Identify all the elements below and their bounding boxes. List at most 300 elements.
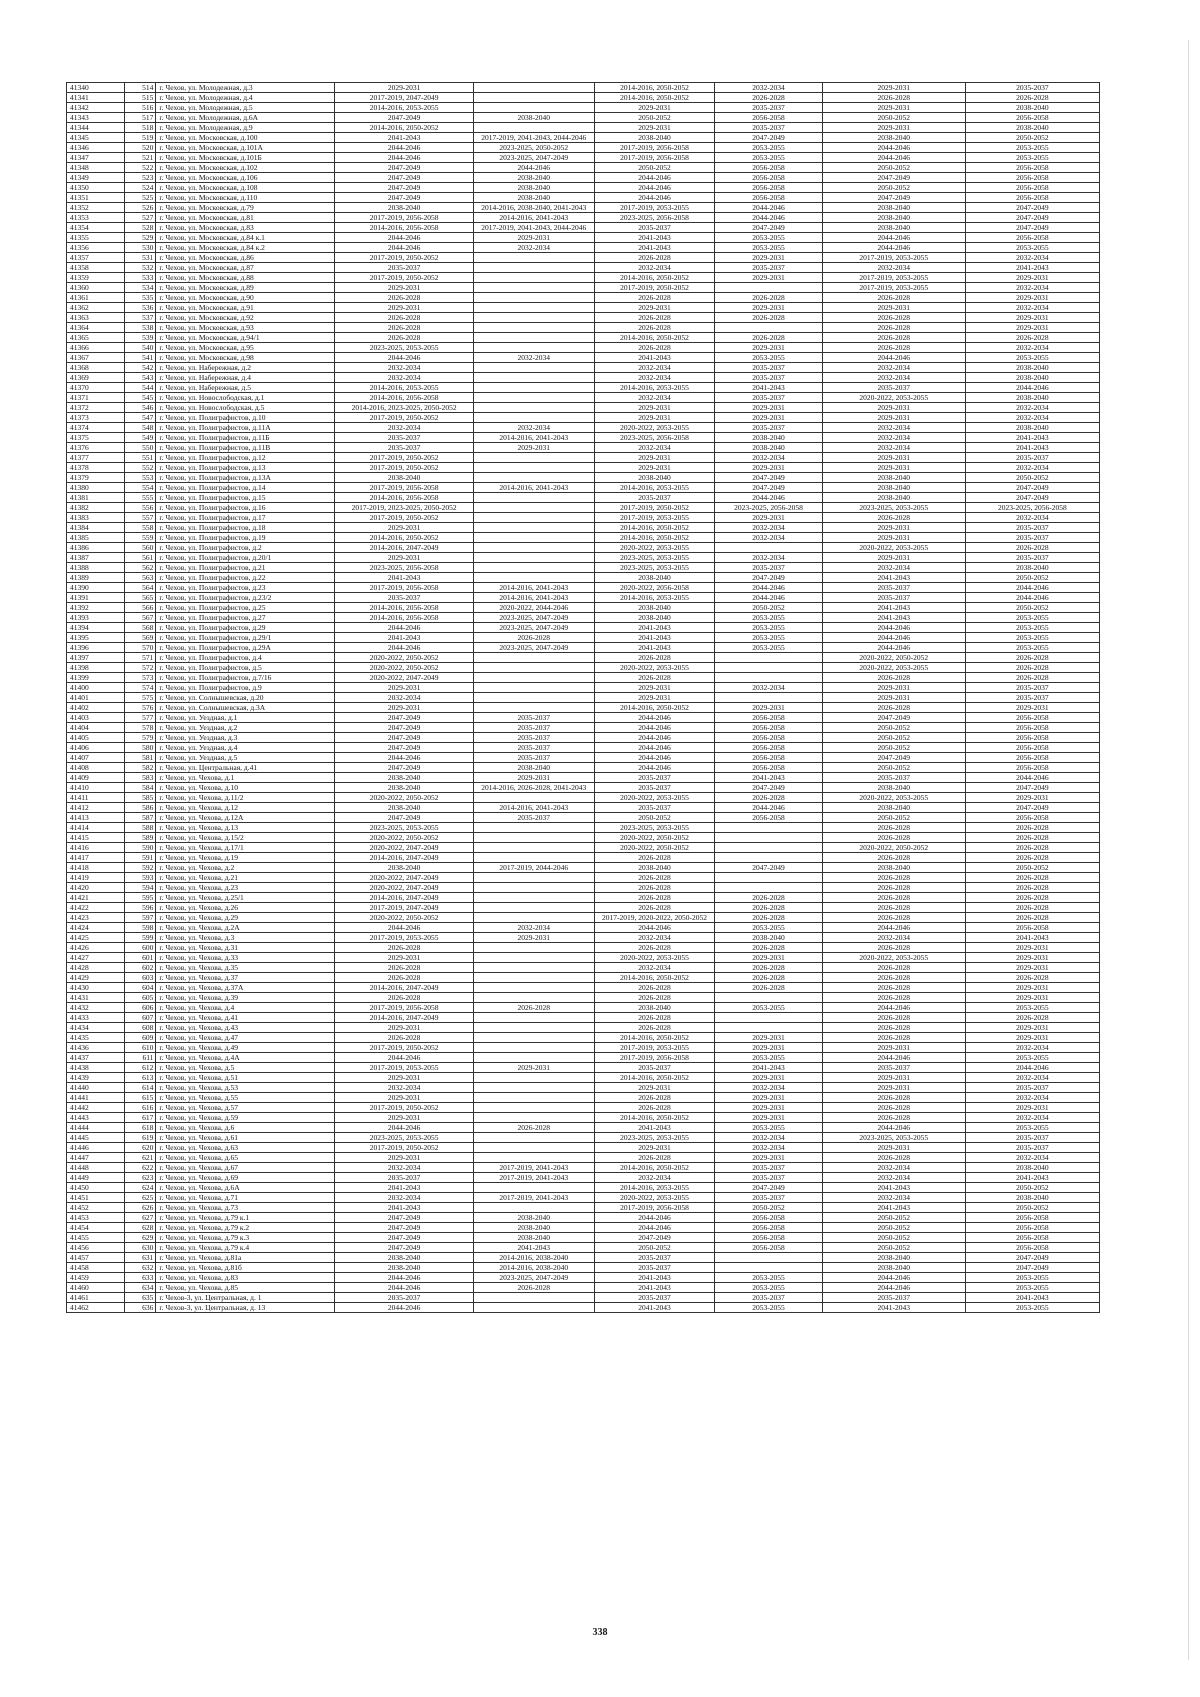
- row-id-cell: 41344: [67, 123, 125, 133]
- address-cell: г. Чехов, ул. Московская, д.89: [156, 283, 335, 293]
- period-cell-3: 2023-2025, 2053-2055: [594, 1133, 715, 1143]
- period-cell-1: 2017-2019, 2050-2052: [335, 453, 474, 463]
- item-number-cell: 598: [125, 923, 156, 933]
- period-cell-4: 2056-2058: [715, 813, 822, 823]
- period-cell-6: 2056-2058: [965, 233, 1099, 243]
- row-id-cell: 41459: [67, 1273, 125, 1283]
- address-cell: г. Чехов, ул. Уездная, д.4: [156, 743, 335, 753]
- period-cell-1: 2020-2022, 2050-2052: [335, 793, 474, 803]
- period-cell-2: [473, 943, 594, 953]
- scan-edge-line: [1188, 40, 1189, 1660]
- period-cell-2: 2032-2034: [473, 353, 594, 363]
- item-number-cell: 617: [125, 1113, 156, 1123]
- period-cell-4: 2053-2055: [715, 1283, 822, 1293]
- table-row: [67, 263, 1100, 273]
- period-cell-3: 2029-2031: [594, 303, 715, 313]
- period-cell-1: 2044-2046: [335, 233, 474, 243]
- period-cell-4: [715, 883, 822, 893]
- address-cell: г. Чехов, ул. Чехова, д.57: [156, 1103, 335, 1113]
- address-cell: г. Чехов, ул. Новослободская, д.1: [156, 393, 335, 403]
- period-cell-1: 2032-2034: [335, 1083, 474, 1093]
- period-cell-4: 2056-2058: [715, 173, 822, 183]
- period-cell-5: 2050-2052: [822, 723, 965, 733]
- table-row: [67, 683, 1100, 693]
- period-cell-5: 2026-2028: [822, 1013, 965, 1023]
- item-number-cell: 533: [125, 273, 156, 283]
- period-cell-2: [473, 903, 594, 913]
- period-cell-6: 2041-2043: [965, 933, 1099, 943]
- period-cell-3: 2026-2028: [594, 873, 715, 883]
- period-cell-5: 2026-2028: [822, 1153, 965, 1163]
- period-cell-5: 2032-2034: [822, 1173, 965, 1183]
- period-cell-5: 2026-2028: [822, 973, 965, 983]
- period-cell-6: 2029-2031: [965, 1103, 1099, 1113]
- period-cell-6: 2056-2058: [965, 713, 1099, 723]
- period-cell-3: 2041-2043: [594, 633, 715, 643]
- period-cell-3: 2032-2034: [594, 363, 715, 373]
- table-row: [67, 373, 1100, 383]
- table-row: [67, 543, 1100, 553]
- item-number-cell: 524: [125, 183, 156, 193]
- period-cell-1: 2035-2037: [335, 1173, 474, 1183]
- table-row: [67, 1243, 1100, 1253]
- address-cell: г. Чехов, ул. Полиграфистов, д.21: [156, 563, 335, 573]
- period-cell-4: 2035-2037: [715, 103, 822, 113]
- period-cell-1: 2044-2046: [335, 1303, 474, 1313]
- period-cell-1: 2017-2019, 2053-2055: [335, 933, 474, 943]
- period-cell-5: 2029-2031: [822, 413, 965, 423]
- table-row: [67, 843, 1100, 853]
- period-cell-4: 2029-2031: [715, 343, 822, 353]
- item-number-cell: 517: [125, 113, 156, 123]
- table-row: [67, 933, 1100, 943]
- row-id-cell: 41404: [67, 723, 125, 733]
- item-number-cell: 516: [125, 103, 156, 113]
- period-cell-4: 2029-2031: [715, 1093, 822, 1103]
- period-cell-3: 2041-2043: [594, 243, 715, 253]
- row-id-cell: 41395: [67, 633, 125, 643]
- period-cell-3: 2020-2022, 2053-2055: [594, 543, 715, 553]
- period-cell-4: 2053-2055: [715, 143, 822, 153]
- table-row: [67, 663, 1100, 673]
- row-id-cell: 41430: [67, 983, 125, 993]
- period-cell-4: 2026-2028: [715, 973, 822, 983]
- period-cell-5: 2029-2031: [822, 403, 965, 413]
- table-row: [67, 923, 1100, 933]
- period-cell-1: 2038-2040: [335, 473, 474, 483]
- table-row: [67, 213, 1100, 223]
- period-cell-2: [473, 1053, 594, 1063]
- period-cell-2: 2014-2016, 2041-2043: [473, 483, 594, 493]
- period-cell-4: 2050-2052: [715, 603, 822, 613]
- row-id-cell: 41382: [67, 503, 125, 513]
- table-row: [67, 443, 1100, 453]
- period-cell-3: 2017-2019, 2056-2058: [594, 1053, 715, 1063]
- item-number-cell: 555: [125, 493, 156, 503]
- period-cell-3: 2026-2028: [594, 903, 715, 913]
- table-body: [67, 83, 1100, 1313]
- item-number-cell: 529: [125, 233, 156, 243]
- row-id-cell: 41438: [67, 1063, 125, 1073]
- period-cell-6: 2044-2046: [965, 583, 1099, 593]
- period-cell-1: 2044-2046: [335, 1053, 474, 1063]
- period-cell-2: 2029-2031: [473, 233, 594, 243]
- period-cell-5: 2050-2052: [822, 763, 965, 773]
- period-cell-3: 2032-2034: [594, 393, 715, 403]
- period-cell-6: 2047-2049: [965, 483, 1099, 493]
- period-cell-1: 2044-2046: [335, 243, 474, 253]
- period-cell-1: 2017-2019, 2050-2052: [335, 513, 474, 523]
- period-cell-3: 2020-2022, 2053-2055: [594, 1193, 715, 1203]
- period-cell-5: 2044-2046: [822, 643, 965, 653]
- period-cell-1: 2029-2031: [335, 703, 474, 713]
- row-id-cell: 41357: [67, 253, 125, 263]
- period-cell-5: 2038-2040: [822, 133, 965, 143]
- item-number-cell: 630: [125, 1243, 156, 1253]
- period-cell-2: [473, 873, 594, 883]
- period-cell-1: 2014-2016, 2056-2058: [335, 493, 474, 503]
- period-cell-1: 2017-2019, 2056-2058: [335, 213, 474, 223]
- period-cell-2: 2014-2016, 2041-2043: [473, 433, 594, 443]
- period-cell-2: 2014-2016, 2038-2040: [473, 1263, 594, 1273]
- period-cell-6: 2038-2040: [965, 373, 1099, 383]
- period-cell-5: 2038-2040: [822, 203, 965, 213]
- period-cell-3: 2026-2028: [594, 853, 715, 863]
- table-row: [67, 93, 1100, 103]
- period-cell-3: 2017-2019, 2056-2058: [594, 1203, 715, 1213]
- item-number-cell: 583: [125, 773, 156, 783]
- period-cell-1: 2047-2049: [335, 713, 474, 723]
- period-cell-6: 2035-2037: [965, 1133, 1099, 1143]
- item-number-cell: 591: [125, 853, 156, 863]
- address-cell: г. Чехов, ул. Полиграфистов, д.23: [156, 583, 335, 593]
- table-row: [67, 623, 1100, 633]
- period-cell-6: 2038-2040: [965, 393, 1099, 403]
- row-id-cell: 41444: [67, 1123, 125, 1133]
- item-number-cell: 575: [125, 693, 156, 703]
- row-id-cell: 41418: [67, 863, 125, 873]
- address-cell: г. Чехов, ул. Московская, д.93: [156, 323, 335, 333]
- period-cell-2: [473, 343, 594, 353]
- period-cell-1: 2017-2019, 2050-2052: [335, 463, 474, 473]
- period-cell-2: 2014-2016, 2041-2043: [473, 213, 594, 223]
- period-cell-3: 2032-2034: [594, 443, 715, 453]
- period-cell-2: 2038-2040: [473, 183, 594, 193]
- period-cell-6: 2026-2028: [965, 653, 1099, 663]
- table-row: [67, 753, 1100, 763]
- item-number-cell: 570: [125, 643, 156, 653]
- period-cell-1: 2026-2028: [335, 313, 474, 323]
- item-number-cell: 561: [125, 553, 156, 563]
- period-cell-6: 2050-2052: [965, 1183, 1099, 1193]
- period-cell-1: 2038-2040: [335, 783, 474, 793]
- period-cell-5: 2026-2028: [822, 513, 965, 523]
- item-number-cell: 566: [125, 603, 156, 613]
- row-id-cell: 41398: [67, 663, 125, 673]
- period-cell-6: 2026-2028: [965, 673, 1099, 683]
- item-number-cell: 585: [125, 793, 156, 803]
- address-cell: г. Чехов, ул. Уездная, д.2: [156, 723, 335, 733]
- item-number-cell: 635: [125, 1293, 156, 1303]
- period-cell-2: 2017-2019, 2041-2043: [473, 1163, 594, 1173]
- period-cell-2: [473, 663, 594, 673]
- table-row: [67, 553, 1100, 563]
- address-cell: г. Чехов, ул. Чехова, д.25/1: [156, 893, 335, 903]
- row-id-cell: 41405: [67, 733, 125, 743]
- period-cell-2: 2035-2037: [473, 713, 594, 723]
- period-cell-4: 2029-2031: [715, 1103, 822, 1113]
- address-cell: г. Чехов, ул. Полиграфистов, д.19: [156, 533, 335, 543]
- period-cell-2: [473, 1033, 594, 1043]
- period-cell-2: [473, 883, 594, 893]
- row-id-cell: 41401: [67, 693, 125, 703]
- period-cell-1: 2029-2031: [335, 953, 474, 963]
- period-cell-5: 2029-2031: [822, 553, 965, 563]
- table-row: [67, 143, 1100, 153]
- table-row: [67, 333, 1100, 343]
- period-cell-4: [715, 693, 822, 703]
- period-cell-5: 2050-2052: [822, 183, 965, 193]
- address-cell: г. Чехов, ул. Полиграфистов, д.29: [156, 623, 335, 633]
- period-cell-1: 2047-2049: [335, 813, 474, 823]
- period-cell-6: 2044-2046: [965, 1063, 1099, 1073]
- period-cell-5: 2044-2046: [822, 1003, 965, 1013]
- period-cell-1: 2014-2016, 2056-2058: [335, 223, 474, 233]
- row-id-cell: 41362: [67, 303, 125, 313]
- period-cell-4: 2032-2034: [715, 533, 822, 543]
- period-cell-4: 2044-2046: [715, 583, 822, 593]
- period-cell-6: 2032-2034: [965, 1073, 1099, 1083]
- table-row: [67, 453, 1100, 463]
- address-cell: г. Чехов, ул. Чехова, д.79 к.3: [156, 1233, 335, 1243]
- period-cell-6: 2026-2028: [965, 883, 1099, 893]
- period-cell-1: 2038-2040: [335, 203, 474, 213]
- period-cell-4: 2044-2046: [715, 803, 822, 813]
- table-row: [67, 1263, 1100, 1273]
- period-cell-3: 2044-2046: [594, 193, 715, 203]
- item-number-cell: 578: [125, 723, 156, 733]
- row-id-cell: 41415: [67, 833, 125, 843]
- row-id-cell: 41363: [67, 313, 125, 323]
- table-row: [67, 283, 1100, 293]
- table-row: [67, 133, 1100, 143]
- address-cell: г. Чехов, ул. Чехова, д.11/2: [156, 793, 335, 803]
- item-number-cell: 550: [125, 443, 156, 453]
- period-cell-1: 2020-2022, 2050-2052: [335, 663, 474, 673]
- period-cell-6: 2029-2031: [965, 953, 1099, 963]
- period-cell-6: 2047-2049: [965, 783, 1099, 793]
- item-number-cell: 633: [125, 1273, 156, 1283]
- row-id-cell: 41434: [67, 1023, 125, 1033]
- period-cell-2: 2023-2025, 2047-2049: [473, 623, 594, 633]
- table-row: [67, 673, 1100, 683]
- period-cell-4: 2047-2049: [715, 783, 822, 793]
- table-row: [67, 123, 1100, 133]
- period-cell-1: 2044-2046: [335, 1273, 474, 1283]
- period-cell-2: 2014-2016, 2026-2028, 2041-2043: [473, 783, 594, 793]
- period-cell-2: [473, 1143, 594, 1153]
- address-cell: г. Чехов, ул. Чехова, д.19: [156, 853, 335, 863]
- period-cell-5: 2029-2031: [822, 83, 965, 93]
- period-cell-1: 2026-2028: [335, 333, 474, 343]
- period-cell-2: 2026-2028: [473, 633, 594, 643]
- item-number-cell: 618: [125, 1123, 156, 1133]
- period-cell-1: 2023-2025, 2053-2055: [335, 1133, 474, 1143]
- period-cell-3: 2017-2019, 2050-2052: [594, 283, 715, 293]
- row-id-cell: 41419: [67, 873, 125, 883]
- item-number-cell: 535: [125, 293, 156, 303]
- table-row: [67, 633, 1100, 643]
- table-row: [67, 593, 1100, 603]
- address-cell: г. Чехов, ул. Полиграфистов, д.25: [156, 603, 335, 613]
- period-cell-5: 2026-2028: [822, 873, 965, 883]
- row-id-cell: 41452: [67, 1203, 125, 1213]
- period-cell-5: 2044-2046: [822, 623, 965, 633]
- row-id-cell: 41383: [67, 513, 125, 523]
- period-cell-1: 2020-2022, 2050-2052: [335, 913, 474, 923]
- period-cell-3: 2029-2031: [594, 103, 715, 113]
- period-cell-2: 2014-2016, 2041-2043: [473, 593, 594, 603]
- period-cell-3: 2026-2028: [594, 673, 715, 683]
- item-number-cell: 536: [125, 303, 156, 313]
- table-row: [67, 383, 1100, 393]
- period-cell-6: 2056-2058: [965, 1223, 1099, 1233]
- period-cell-6: 2032-2034: [965, 1093, 1099, 1103]
- period-cell-5: 2032-2034: [822, 263, 965, 273]
- item-number-cell: 586: [125, 803, 156, 813]
- period-cell-3: 2035-2037: [594, 783, 715, 793]
- period-cell-5: 2029-2031: [822, 1143, 965, 1153]
- period-cell-4: 2053-2055: [715, 613, 822, 623]
- period-cell-4: 2029-2031: [715, 303, 822, 313]
- item-number-cell: 608: [125, 1023, 156, 1033]
- item-number-cell: 563: [125, 573, 156, 583]
- table-row: [67, 653, 1100, 663]
- item-number-cell: 604: [125, 983, 156, 993]
- address-cell: г. Чехов, ул. Чехова, д.35: [156, 963, 335, 973]
- row-id-cell: 41397: [67, 653, 125, 663]
- period-cell-1: 2020-2022, 2050-2052: [335, 833, 474, 843]
- address-cell: г. Чехов, ул. Солнышевская, д.20: [156, 693, 335, 703]
- page-number: 338: [592, 1627, 608, 1638]
- address-cell: г. Чехов, ул. Полиграфистов, д.2: [156, 543, 335, 553]
- period-cell-2: 2041-2043: [473, 1243, 594, 1253]
- row-id-cell: 41437: [67, 1053, 125, 1063]
- period-cell-4: 2053-2055: [715, 623, 822, 633]
- row-id-cell: 41370: [67, 383, 125, 393]
- row-id-cell: 41352: [67, 203, 125, 213]
- period-cell-1: 2023-2025, 2053-2055: [335, 823, 474, 833]
- table-row: [67, 783, 1100, 793]
- period-cell-4: 2044-2046: [715, 593, 822, 603]
- table-row: [67, 703, 1100, 713]
- period-cell-2: [473, 973, 594, 983]
- period-cell-4: 2056-2058: [715, 113, 822, 123]
- period-cell-5: 2038-2040: [822, 863, 965, 873]
- row-id-cell: 41393: [67, 613, 125, 623]
- item-number-cell: 541: [125, 353, 156, 363]
- row-id-cell: 41371: [67, 393, 125, 403]
- address-cell: г. Чехов, ул. Московская, д.83: [156, 223, 335, 233]
- period-cell-2: 2038-2040: [473, 193, 594, 203]
- period-cell-3: 2026-2028: [594, 1153, 715, 1163]
- period-cell-4: 2041-2043: [715, 383, 822, 393]
- table-row: [67, 823, 1100, 833]
- period-cell-4: 2047-2049: [715, 863, 822, 873]
- address-cell: г. Чехов, ул. Полиграфистов, д.29/1: [156, 633, 335, 643]
- table-row: [67, 393, 1100, 403]
- period-cell-4: 2056-2058: [715, 733, 822, 743]
- table-row: [67, 853, 1100, 863]
- period-cell-2: 2029-2031: [473, 773, 594, 783]
- table-row: [67, 1143, 1100, 1153]
- address-cell: г. Чехов, ул. Набережная, д.2: [156, 363, 335, 373]
- row-id-cell: 41414: [67, 823, 125, 833]
- period-cell-3: 2038-2040: [594, 133, 715, 143]
- item-number-cell: 611: [125, 1053, 156, 1063]
- row-id-cell: 41389: [67, 573, 125, 583]
- address-cell: г. Чехов, ул. Полиграфистов, д.5: [156, 663, 335, 673]
- period-cell-1: 2029-2031: [335, 283, 474, 293]
- period-cell-1: 2032-2034: [335, 693, 474, 703]
- period-cell-2: [473, 833, 594, 843]
- period-cell-2: [473, 823, 594, 833]
- period-cell-4: 2050-2052: [715, 1203, 822, 1213]
- table-row: [67, 523, 1100, 533]
- period-cell-2: [473, 453, 594, 463]
- period-cell-2: [473, 673, 594, 683]
- period-cell-3: 2038-2040: [594, 603, 715, 613]
- period-cell-5: 2050-2052: [822, 1243, 965, 1253]
- address-cell: г. Чехов, ул. Чехова, д.29: [156, 913, 335, 923]
- row-id-cell: 41441: [67, 1093, 125, 1103]
- row-id-cell: 41462: [67, 1303, 125, 1313]
- period-cell-1: 2038-2040: [335, 1253, 474, 1263]
- period-cell-3: 2041-2043: [594, 1123, 715, 1133]
- row-id-cell: 41410: [67, 783, 125, 793]
- row-id-cell: 41453: [67, 1213, 125, 1223]
- period-cell-6: 2029-2031: [965, 323, 1099, 333]
- item-number-cell: 636: [125, 1303, 156, 1313]
- period-cell-2: [473, 83, 594, 93]
- period-cell-1: 2035-2037: [335, 443, 474, 453]
- address-cell: г. Чехов, ул. Полиграфистов, д.11В: [156, 443, 335, 453]
- period-cell-1: 2023-2025, 2053-2055: [335, 343, 474, 353]
- table-row: [67, 733, 1100, 743]
- table-row: [67, 1293, 1100, 1303]
- period-cell-2: 2014-2016, 2041-2043: [473, 583, 594, 593]
- address-cell: г. Чехов, ул. Полиграфистов, д.12: [156, 453, 335, 463]
- row-id-cell: 41413: [67, 813, 125, 823]
- period-cell-2: [473, 1083, 594, 1093]
- item-number-cell: 542: [125, 363, 156, 373]
- table-row: [67, 323, 1100, 333]
- period-cell-1: 2017-2019, 2050-2052: [335, 1043, 474, 1053]
- table-row: [67, 1283, 1100, 1293]
- period-cell-1: 2029-2031: [335, 1153, 474, 1163]
- period-cell-3: 2014-2016, 2050-2052: [594, 533, 715, 543]
- address-cell: г. Чехов, ул. Московская, д.88: [156, 273, 335, 283]
- period-cell-5: 2044-2046: [822, 1053, 965, 1063]
- table-row: [67, 943, 1100, 953]
- period-cell-1: 2041-2043: [335, 133, 474, 143]
- period-cell-4: 2053-2055: [715, 1303, 822, 1313]
- period-cell-5: 2050-2052: [822, 813, 965, 823]
- address-cell: г. Чехов, ул. Чехова, д.23: [156, 883, 335, 893]
- table-row: [67, 1063, 1100, 1073]
- table-row: [67, 353, 1100, 363]
- period-cell-2: [473, 573, 594, 583]
